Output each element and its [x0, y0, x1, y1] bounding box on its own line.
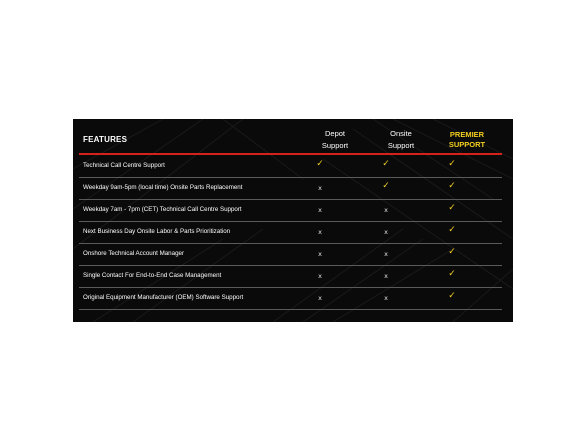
onsite-cross-icon: x — [384, 228, 388, 236]
feature-label: Original Equipment Manufacturer (OEM) Software Support — [83, 294, 244, 301]
feature-label: Next Business Day Onsite Labor & Parts Prioritization — [83, 228, 231, 235]
features-heading: FEATURES — [83, 135, 128, 144]
depot-cross-icon: x — [318, 228, 322, 236]
onsite-heading-line2: Support — [387, 141, 415, 150]
depot-support-heading — [305, 128, 365, 152]
feature-label: Weekday 7am - 7pm (CET) Technical Call Centre Support — [83, 206, 242, 213]
premier-check-icon: ✓ — [448, 291, 456, 301]
depot-check-icon: ✓ — [316, 159, 324, 169]
depot-cross-icon: x — [318, 272, 322, 280]
depot-heading-line2: Support — [321, 141, 349, 150]
onsite-cross-icon: x — [384, 250, 388, 258]
table-row — [79, 222, 502, 244]
premier-check-icon: ✓ — [448, 203, 456, 213]
premier-support-heading — [437, 130, 497, 150]
feature-label: Onshore Technical Account Manager — [83, 250, 185, 257]
onsite-cross-icon: x — [384, 206, 388, 214]
onsite-cross-icon: x — [384, 272, 388, 280]
table-header — [73, 119, 513, 153]
depot-cross-icon: x — [318, 250, 322, 258]
feature-label: Weekday 9am-5pm (local time) Onsite Parts Replacement — [83, 184, 243, 191]
depot-cross-icon: x — [318, 184, 322, 192]
depot-cross-icon: x — [318, 206, 322, 214]
premier-check-icon: ✓ — [448, 181, 456, 191]
premier-heading-line2: SUPPORT — [448, 140, 486, 149]
table-row — [79, 178, 502, 200]
premier-heading-line1: PREMIER — [449, 130, 485, 139]
onsite-heading-line1: Onsite — [390, 129, 412, 138]
table-row — [79, 244, 502, 266]
premier-check-icon: ✓ — [448, 159, 456, 169]
premier-check-icon: ✓ — [448, 225, 456, 235]
table-row — [79, 200, 502, 222]
premier-check-icon: ✓ — [448, 247, 456, 257]
onsite-check-icon: ✓ — [382, 159, 390, 169]
feature-label: Technical Call Centre Support — [83, 162, 165, 169]
table-row — [79, 266, 502, 288]
premier-check-icon: ✓ — [448, 269, 456, 279]
header-divider — [79, 153, 502, 155]
onsite-cross-icon: x — [384, 294, 388, 302]
table-row — [79, 156, 502, 178]
support-comparison-panel — [73, 119, 513, 322]
table-row — [79, 288, 502, 310]
feature-label: Single Contact For End-to-End Case Management — [83, 272, 222, 279]
onsite-support-heading — [371, 128, 431, 152]
onsite-check-icon: ✓ — [382, 181, 390, 191]
depot-cross-icon: x — [318, 294, 322, 302]
depot-heading-line1: Depot — [324, 129, 345, 138]
